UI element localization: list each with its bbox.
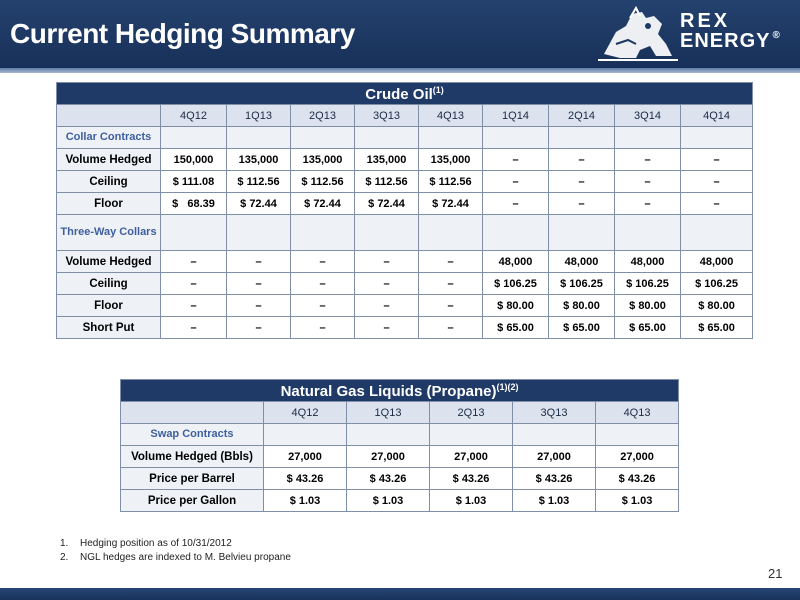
table-cell: –	[291, 295, 355, 317]
section-label: Collar Contracts	[57, 127, 161, 149]
column-header: 4Q14	[681, 105, 753, 127]
header-blank-cell	[121, 402, 264, 424]
table-cell: –	[483, 149, 549, 171]
table-row	[57, 317, 753, 339]
section-label: Swap Contracts	[121, 424, 264, 446]
table-cell: $ 43.26	[347, 468, 430, 490]
table-cell: –	[227, 295, 291, 317]
table-cell: $ 112.56	[227, 171, 291, 193]
footer-band	[0, 588, 800, 600]
table-row	[121, 490, 679, 512]
table-cell: –	[681, 193, 753, 215]
footnote-item: 2. NGL hedges are indexed to M. Belvieu propane	[60, 552, 291, 563]
knight-on-horse-icon	[596, 4, 680, 62]
table-cell: 48,000	[681, 251, 753, 273]
table-cell: 48,000	[615, 251, 681, 273]
table-cell: –	[419, 273, 483, 295]
table-cell: $ 65.00	[549, 317, 615, 339]
table-cell: –	[227, 317, 291, 339]
table-cell: –	[549, 193, 615, 215]
table-cell: –	[681, 149, 753, 171]
crude-oil-title: Crude Oil$^{(1)}$	[57, 83, 753, 105]
table-row	[57, 171, 753, 193]
table-cell: –	[615, 193, 681, 215]
row-label: Price per Barrel	[121, 468, 264, 490]
table-cell: $ 72.44	[291, 193, 355, 215]
table-cell: 27,000	[430, 446, 513, 468]
table-row	[121, 468, 679, 490]
table-cell: 27,000	[347, 446, 430, 468]
table-cell: –	[161, 317, 227, 339]
column-header: 4Q13	[419, 105, 483, 127]
table-cell: –	[615, 171, 681, 193]
ngl-propane-table	[120, 379, 679, 512]
ngl-title: Natural Gas Liquids (Propane)$^{(1)(2)}$	[121, 380, 679, 402]
crude-oil-table	[56, 82, 753, 339]
table-cell: –	[615, 149, 681, 171]
table-cell: 135,000	[419, 149, 483, 171]
table-cell: $ 43.26	[596, 468, 679, 490]
table-cell: 135,000	[227, 149, 291, 171]
table-cell: $ 72.44	[355, 193, 419, 215]
table-cell: $ 80.00	[681, 295, 753, 317]
table-cell: –	[483, 171, 549, 193]
table-cell: –	[227, 273, 291, 295]
table-cell: $ 112.56	[355, 171, 419, 193]
table-cell: –	[161, 251, 227, 273]
table-cell: $ 106.25	[549, 273, 615, 295]
column-header: 3Q13	[513, 402, 596, 424]
table-cell: $ 43.26	[513, 468, 596, 490]
table-cell: –	[549, 149, 615, 171]
row-label: Price per Gallon	[121, 490, 264, 512]
column-header: 3Q14	[615, 105, 681, 127]
table-cell: –	[419, 295, 483, 317]
row-label: Ceiling	[57, 273, 161, 295]
logo-text-energy: ENERGY ®	[680, 30, 781, 52]
table-cell: 150,000	[161, 149, 227, 171]
ngl-header-row	[121, 402, 679, 424]
table-cell: $ 106.25	[681, 273, 753, 295]
row-label: Floor	[57, 193, 161, 215]
column-header: 1Q13	[227, 105, 291, 127]
table-cell: –	[355, 273, 419, 295]
page-title: Current Hedging Summary	[10, 18, 355, 49]
table-cell: $ 65.00	[483, 317, 549, 339]
table-cell: $ 80.00	[615, 295, 681, 317]
table-cell: 48,000	[483, 251, 549, 273]
table-row	[57, 149, 753, 171]
table-cell: –	[291, 273, 355, 295]
table-cell: 27,000	[264, 446, 347, 468]
table-row	[57, 295, 753, 317]
table-cell: $ 112.56	[291, 171, 355, 193]
column-header: 1Q14	[483, 105, 549, 127]
footnote-item: 1. Hedging position as of 10/31/2012	[60, 538, 232, 549]
column-header: 2Q13	[430, 402, 513, 424]
table-cell: $ 1.03	[347, 490, 430, 512]
table-cell: $ 43.26	[430, 468, 513, 490]
column-header: 3Q13	[355, 105, 419, 127]
column-header: 2Q14	[549, 105, 615, 127]
table-cell: –	[355, 317, 419, 339]
logo-text-rex: REX	[680, 10, 731, 32]
table-cell: –	[483, 193, 549, 215]
table-cell: –	[161, 273, 227, 295]
row-label: Floor	[57, 295, 161, 317]
table-cell: 135,000	[355, 149, 419, 171]
table-cell: $ 1.03	[264, 490, 347, 512]
page-number: 21	[768, 566, 783, 581]
column-header: 2Q13	[291, 105, 355, 127]
section-label: Three-Way Collars	[57, 215, 161, 251]
table-cell: –	[355, 251, 419, 273]
table-cell: –	[291, 317, 355, 339]
table-cell: 135,000	[291, 149, 355, 171]
column-header: 4Q12	[161, 105, 227, 127]
table-cell: $ 106.25	[483, 273, 549, 295]
table-cell: –	[291, 251, 355, 273]
column-header: 1Q13	[347, 402, 430, 424]
table-cell: $ 68.39	[161, 193, 227, 215]
table-cell: –	[419, 317, 483, 339]
table-cell: –	[161, 295, 227, 317]
table-cell: $ 1.03	[513, 490, 596, 512]
table-cell: $ 80.00	[549, 295, 615, 317]
row-label: Ceiling	[57, 171, 161, 193]
crude-oil-header-row	[57, 105, 753, 127]
table-cell: –	[681, 171, 753, 193]
table-cell: –	[549, 171, 615, 193]
table-cell: $ 106.25	[615, 273, 681, 295]
table-cell: 48,000	[549, 251, 615, 273]
table-row	[121, 446, 679, 468]
table-cell: $ 65.00	[681, 317, 753, 339]
table-cell: $ 111.08	[161, 171, 227, 193]
table-row	[57, 273, 753, 295]
section-row-swap	[121, 424, 679, 446]
header-stripe	[0, 68, 800, 73]
section-row-three-way	[57, 215, 753, 251]
table-cell: $ 65.00	[615, 317, 681, 339]
table-cell: –	[355, 295, 419, 317]
column-header: 4Q12	[264, 402, 347, 424]
table-cell: –	[227, 251, 291, 273]
table-row	[57, 193, 753, 215]
row-label: Volume Hedged	[57, 149, 161, 171]
row-label: Short Put	[57, 317, 161, 339]
table-cell: 27,000	[513, 446, 596, 468]
section-row-collar	[57, 127, 753, 149]
table-cell: $ 1.03	[430, 490, 513, 512]
footnotes	[60, 537, 291, 565]
table-cell: $ 72.44	[419, 193, 483, 215]
table-cell: $ 80.00	[483, 295, 549, 317]
column-header: 4Q13	[596, 402, 679, 424]
table-cell: $ 72.44	[227, 193, 291, 215]
table-cell: –	[419, 251, 483, 273]
row-label: Volume Hedged	[57, 251, 161, 273]
table-cell: $ 1.03	[596, 490, 679, 512]
row-label: Volume Hedged (Bbls)	[121, 446, 264, 468]
company-logo	[596, 4, 796, 62]
header-blank-cell	[57, 105, 161, 127]
table-cell: 27,000	[596, 446, 679, 468]
table-row	[57, 251, 753, 273]
table-cell: $ 112.56	[419, 171, 483, 193]
table-cell: $ 43.26	[264, 468, 347, 490]
